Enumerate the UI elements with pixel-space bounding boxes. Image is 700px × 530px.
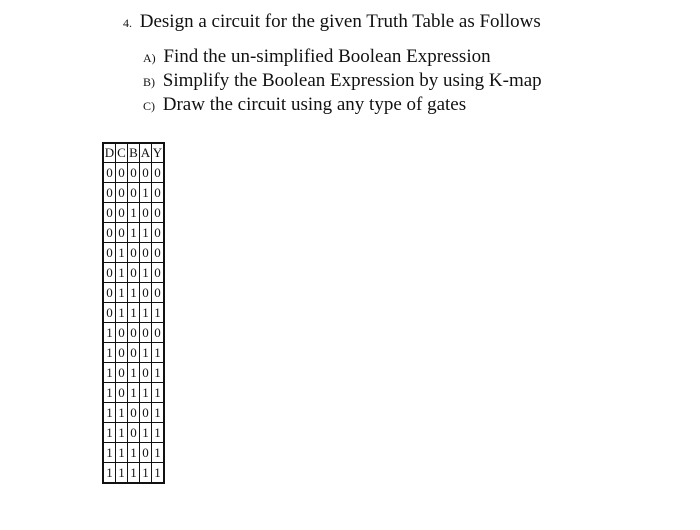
table-cell: 0 xyxy=(116,323,128,343)
table-row xyxy=(103,423,164,443)
table-cell: 0 xyxy=(140,363,152,383)
table-cell: 0 xyxy=(103,183,116,203)
table-row xyxy=(103,223,164,243)
table-cell: 0 xyxy=(128,403,140,423)
table-cell: 1 xyxy=(152,463,165,484)
table-row xyxy=(103,383,164,403)
table-cell: 1 xyxy=(128,363,140,383)
part-text: Draw the circuit using any type of gates xyxy=(162,94,467,115)
table-row xyxy=(103,183,164,203)
table-cell: 0 xyxy=(116,203,128,223)
part-a xyxy=(143,45,542,69)
table-cell: 0 xyxy=(140,403,152,423)
table-cell: 0 xyxy=(128,243,140,263)
table-cell: 0 xyxy=(128,263,140,283)
table-cell: 0 xyxy=(140,243,152,263)
table-cell: 0 xyxy=(128,183,140,203)
header-cell: C xyxy=(116,143,128,163)
table-cell: 1 xyxy=(116,283,128,303)
table-cell: 1 xyxy=(128,443,140,463)
table-cell: 0 xyxy=(103,303,116,323)
table-cell: 1 xyxy=(103,383,116,403)
table-cell: 1 xyxy=(152,403,165,423)
table-cell: 0 xyxy=(140,323,152,343)
table-cell: 0 xyxy=(128,423,140,443)
table-cell: 1 xyxy=(116,443,128,463)
header-cell: Y xyxy=(152,143,165,163)
table-cell: 0 xyxy=(128,343,140,363)
truth-table-body xyxy=(103,163,164,484)
part-c xyxy=(143,93,542,117)
table-cell: 1 xyxy=(152,423,165,443)
header-cell: D xyxy=(103,143,116,163)
table-cell: 0 xyxy=(116,183,128,203)
table-cell: 0 xyxy=(152,203,165,223)
table-row xyxy=(103,243,164,263)
table-cell: 0 xyxy=(140,283,152,303)
table-cell: 1 xyxy=(103,323,116,343)
table-cell: 1 xyxy=(103,403,116,423)
table-cell: 1 xyxy=(103,423,116,443)
table-cell: 1 xyxy=(152,343,165,363)
table-cell: 1 xyxy=(140,383,152,403)
table-cell: 1 xyxy=(152,363,165,383)
truth-table xyxy=(102,142,165,484)
table-row xyxy=(103,203,164,223)
table-cell: 1 xyxy=(128,303,140,323)
table-cell: 1 xyxy=(140,343,152,363)
header-cell: A xyxy=(140,143,152,163)
table-cell: 1 xyxy=(140,183,152,203)
table-cell: 0 xyxy=(140,443,152,463)
question-heading xyxy=(123,10,541,35)
part-b xyxy=(143,69,542,93)
table-cell: 0 xyxy=(152,183,165,203)
table-cell: 1 xyxy=(116,263,128,283)
table-cell: 0 xyxy=(116,163,128,183)
table-cell: 1 xyxy=(116,423,128,443)
table-cell: 0 xyxy=(103,203,116,223)
table-cell: 1 xyxy=(116,243,128,263)
table-cell: 0 xyxy=(152,283,165,303)
table-cell: 0 xyxy=(152,223,165,243)
table-cell: 1 xyxy=(128,223,140,243)
part-text: Find the un-simplified Boolean Expression xyxy=(163,46,491,67)
table-cell: 1 xyxy=(128,283,140,303)
table-row xyxy=(103,343,164,363)
table-cell: 1 xyxy=(140,223,152,243)
question-text: Design a circuit for the given Truth Table as Follows xyxy=(139,11,541,32)
question-number: 4. xyxy=(123,16,132,30)
part-label: A) xyxy=(143,51,156,65)
table-row xyxy=(103,263,164,283)
table-row xyxy=(103,283,164,303)
part-label: B) xyxy=(143,75,155,89)
header-cell: B xyxy=(128,143,140,163)
table-cell: 0 xyxy=(103,223,116,243)
table-cell: 1 xyxy=(128,463,140,484)
table-cell: 0 xyxy=(152,263,165,283)
table-cell: 1 xyxy=(128,383,140,403)
table-cell: 0 xyxy=(140,203,152,223)
table-cell: 1 xyxy=(103,463,116,484)
table-cell: 0 xyxy=(152,243,165,263)
question-parts xyxy=(143,45,542,117)
part-label: C) xyxy=(143,99,155,113)
table-cell: 0 xyxy=(103,263,116,283)
table-cell: 1 xyxy=(152,303,165,323)
table-row xyxy=(103,303,164,323)
table-cell: 1 xyxy=(103,343,116,363)
table-row xyxy=(103,163,164,183)
table-cell: 0 xyxy=(116,343,128,363)
table-cell: 0 xyxy=(152,163,165,183)
table-cell: 1 xyxy=(103,443,116,463)
table-cell: 0 xyxy=(140,163,152,183)
table-row xyxy=(103,363,164,383)
part-text: Simplify the Boolean Expression by using K-map xyxy=(162,70,542,91)
table-cell: 0 xyxy=(103,163,116,183)
table-cell: 1 xyxy=(140,463,152,484)
table-row xyxy=(103,403,164,423)
table-row xyxy=(103,323,164,343)
table-cell: 1 xyxy=(116,463,128,484)
table-cell: 0 xyxy=(152,323,165,343)
table-cell: 0 xyxy=(116,363,128,383)
table-cell: 1 xyxy=(116,403,128,423)
table-cell: 0 xyxy=(128,323,140,343)
table-cell: 1 xyxy=(116,303,128,323)
table-cell: 1 xyxy=(140,263,152,283)
table-cell: 1 xyxy=(103,363,116,383)
truth-table-header-row xyxy=(103,143,164,163)
table-row xyxy=(103,463,164,484)
table-row xyxy=(103,443,164,463)
table-cell: 1 xyxy=(152,383,165,403)
table-cell: 0 xyxy=(103,243,116,263)
table-cell: 1 xyxy=(140,423,152,443)
table-cell: 0 xyxy=(116,383,128,403)
table-cell: 1 xyxy=(128,203,140,223)
table-cell: 0 xyxy=(103,283,116,303)
table-cell: 0 xyxy=(116,223,128,243)
table-cell: 1 xyxy=(152,443,165,463)
table-cell: 0 xyxy=(128,163,140,183)
table-cell: 1 xyxy=(140,303,152,323)
